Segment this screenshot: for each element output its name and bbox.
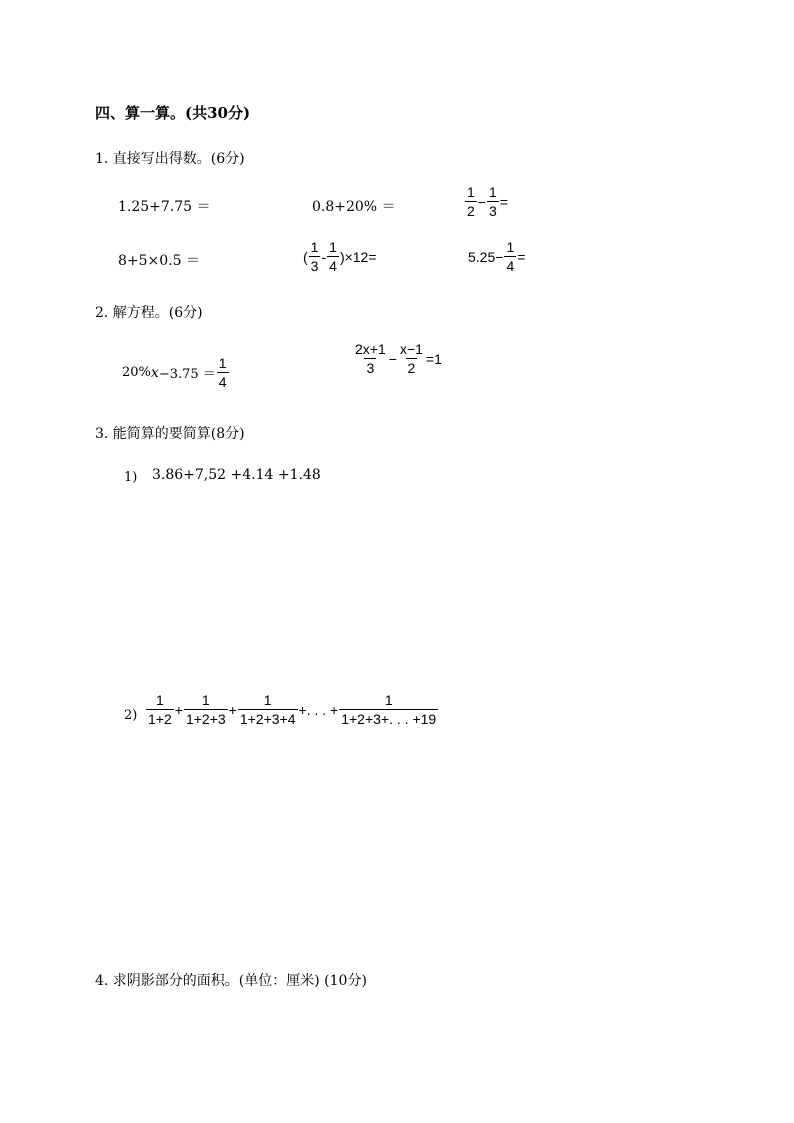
denominator: 4: [218, 374, 227, 390]
operator: −: [477, 193, 486, 210]
plus: +: [174, 701, 183, 718]
fraction: [398, 342, 425, 375]
question-4-title: 4. 求阴影部分的面积。(单位：厘米) (10分): [95, 973, 367, 989]
operator: -: [321, 248, 327, 265]
denominator: 1+2+3: [185, 711, 226, 727]
equals: =: [517, 248, 526, 265]
q1-item-b: 0.8+20% ＝: [312, 199, 396, 215]
fraction: [339, 693, 438, 726]
q1-item-d: 8+5×0.5 ＝: [118, 253, 200, 269]
equals: =: [499, 193, 508, 210]
denominator: 1+2+3+4: [239, 711, 296, 727]
denominator: 2: [407, 360, 416, 376]
fraction: [487, 185, 499, 218]
q1-item-c: [464, 185, 508, 218]
denominator: 3: [366, 360, 375, 376]
ellipsis: +. . . +: [298, 701, 339, 718]
rest: −3.75 ＝: [158, 367, 216, 382]
variable-x: x: [150, 364, 159, 381]
q1-item-e: [303, 240, 377, 273]
tail: )×12=: [339, 248, 377, 265]
fraction: [238, 693, 298, 726]
plus: +: [228, 701, 237, 718]
denominator: 1+2+3+. . . +19: [341, 711, 437, 727]
denominator: 4: [329, 258, 337, 274]
numerator: 1: [506, 239, 515, 255]
question-1-title: 1. 直接写出得数。(6分): [95, 151, 245, 167]
numerator: 1: [310, 239, 319, 255]
lead: 5.25−: [468, 248, 504, 265]
question-3-title: 3. 能简算的要简算(8分): [95, 426, 245, 442]
fraction: [309, 240, 321, 273]
open-paren: (: [303, 248, 308, 265]
numerator: 1: [329, 239, 337, 255]
q3-part-1-label: 1): [124, 470, 138, 485]
numerator: 1: [488, 184, 497, 200]
fraction: [146, 693, 174, 726]
fraction: [327, 240, 339, 273]
numerator: 1: [384, 692, 393, 708]
numerator: 1: [201, 692, 210, 708]
fraction: [184, 693, 228, 726]
denominator: 3: [488, 203, 497, 219]
denominator: 3: [310, 258, 319, 274]
q1-item-a: 1.25+7.75 ＝: [118, 199, 211, 215]
operator: −: [388, 350, 397, 367]
q2-equation-2: [352, 342, 442, 375]
denominator: 1+2: [148, 711, 172, 727]
denominator: 2: [467, 203, 475, 219]
denominator: 4: [506, 258, 515, 274]
q3-part-2-expression: [145, 693, 439, 726]
numerator: x−1: [399, 341, 423, 357]
percent: 20%: [122, 365, 151, 380]
numerator: 1: [467, 184, 475, 200]
q2-equation-1: [122, 356, 230, 389]
numerator: 1: [263, 692, 272, 708]
fraction: [217, 356, 229, 389]
fraction: [353, 342, 388, 375]
q3-part-2-label: 2): [124, 708, 138, 723]
numerator: 1: [155, 692, 164, 708]
numerator: 1: [218, 355, 227, 371]
numerator: 2x+1: [355, 341, 386, 357]
question-2-title: 2. 解方程。(6分): [95, 305, 203, 321]
q1-item-f: [468, 240, 525, 273]
section-title: 四、算一算。(共30分): [95, 104, 251, 122]
q3-part-1-expression: 3.86+7,52 +4.14 +1.48: [152, 467, 321, 483]
fraction: [504, 240, 516, 273]
fraction: [465, 185, 477, 218]
equals: =1: [425, 350, 442, 367]
